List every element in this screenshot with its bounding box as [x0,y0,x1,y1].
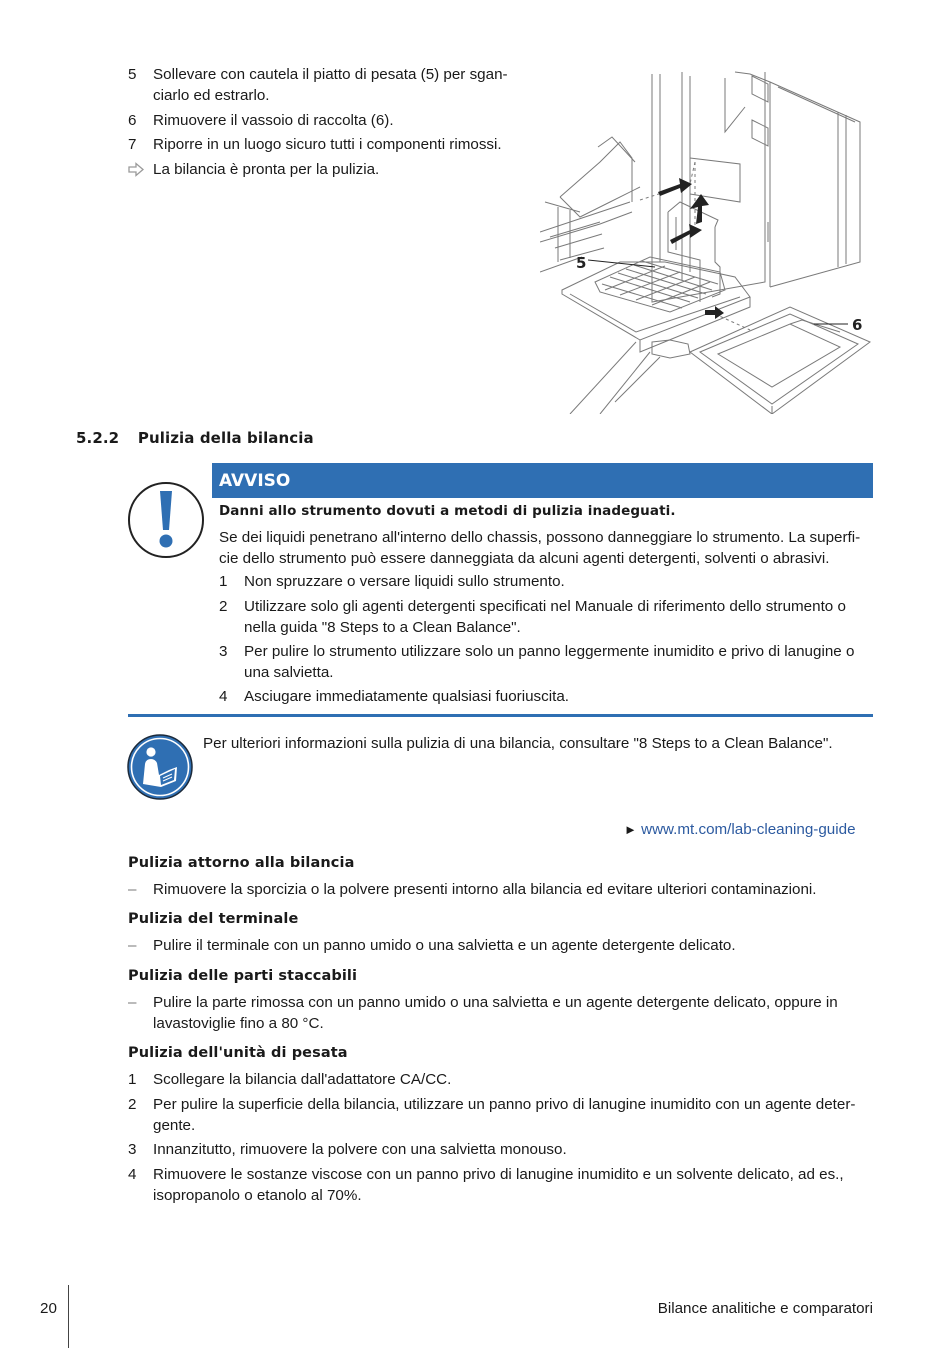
notice-title: AVVISO [219,471,291,491]
subsection-title: Pulizia dell'unità di pesata [128,1045,348,1061]
figure-label-6: 6 [852,316,863,334]
item-number: 2 [128,1096,137,1113]
item-text: Per pulire la superficie della bilancia, utilizzare un panno privo di lanugine inumidito con un agente deter- [153,1096,856,1113]
footer-doc-title: Bilance analitiche e comparatori [657,1300,873,1317]
subsection-title: Pulizia del terminale [128,911,299,927]
step-number: 6 [128,112,137,129]
item-number: 3 [219,643,228,660]
result-arrow-icon [128,159,145,180]
page-number: 20 [40,1300,57,1317]
notice-headline: Danni allo strumento dovuti a metodi di pulizia inadeguati. [219,503,676,519]
subsection-title: Pulizia delle parti staccabili [128,968,358,984]
item-text: Non spruzzare o versare liquidi sullo strumento. [244,573,565,590]
item-text-cont: una salvietta. [244,664,334,681]
info-link[interactable] [624,819,856,840]
item-text: Asciugare immediatamente qualsiasi fuoriuscita. [244,688,569,705]
item-text-cont: lavastoviglie fino a 80 °C. [153,1015,324,1032]
dash-bullet: – [128,881,137,898]
section-heading [76,429,314,447]
item-text: Innanzitutto, rimuovere la polvere con una salvietta monouso. [153,1141,567,1158]
item-text: Scollegare la bilancia dall'adattatore CA/CC. [153,1071,452,1088]
item-number: 4 [128,1166,137,1183]
item-text-cont: gente. [153,1117,196,1134]
read-manual-icon [127,734,193,800]
notice-title-bar [212,463,873,498]
balance-disassembly-figure [540,62,875,414]
item-text: Pulire la parte rimossa con un panno umido o una salvietta e un agente detergente delicato, oppure in [153,994,838,1011]
item-text-cont: nella guida "8 Steps to a Clean Balance". [244,619,521,636]
item-text: Rimuovere la sporcizia o la polvere presenti intorno alla bilancia ed evitare ulteriori contaminazioni. [153,881,817,898]
step-text: Riporre in un luogo sicuro tutti i componenti rimossi. [153,136,502,153]
section-number: 5.2.2 [76,429,120,447]
notice-paragraph: Se dei liquidi penetrano all'interno dello chassis, possono danneggiare lo strumento. La superfi- cie dello strumento può essere danneggiata da alcuni agenti detergenti, solventi o abrasivi. [219,529,861,567]
item-number: 2 [219,598,228,615]
dash-bullet: – [128,994,137,1011]
result-text: La bilancia è pronta per la pulizia. [153,161,380,178]
dash-bullet: – [128,937,137,954]
item-text: Pulire il terminale con un panno umido o una salvietta e un agente detergente delicato. [153,937,736,954]
item-text-cont: isopropanolo o etanolo al 70%. [153,1187,362,1204]
section-title: Pulizia della bilancia [137,429,314,447]
figure-label-5: 5 [576,254,587,272]
step-text: Rimuovere il vassoio di raccolta (6). [153,112,394,129]
item-number: 1 [128,1071,137,1088]
footer-divider [68,1285,69,1348]
item-text: Rimuovere le sostanze viscose con un panno privo di lanugine inumidito e un solvente delicato, ad es., [153,1166,844,1183]
arrow-right-icon: ► [624,822,637,837]
step-text: Sollevare con cautela il piatto di pesata (5) per sgan- [153,66,508,83]
item-text: Utilizzare solo gli agenti detergenti specificati nel Manuale di riferimento dello strumento o [244,598,846,615]
step-text-cont: ciarlo ed estrarlo. [153,87,270,104]
exclamation-icon [127,481,205,559]
item-number: 4 [219,688,228,705]
notice-divider [128,714,873,717]
cleaning-guide-link[interactable]: www.mt.com/lab-cleaning-guide [641,821,856,838]
item-number: 1 [219,573,228,590]
step-number: 5 [128,66,137,83]
item-number: 3 [128,1141,137,1158]
step-number: 7 [128,136,137,153]
item-text: Per pulire lo strumento utilizzare solo un panno leggermente inumidito e privo di lanugine o [244,643,855,660]
info-text: Per ulteriori informazioni sulla pulizia di una bilancia, consultare "8 Steps to a Clean Balance". [203,735,833,752]
subsection-title: Pulizia attorno alla bilancia [128,855,355,871]
